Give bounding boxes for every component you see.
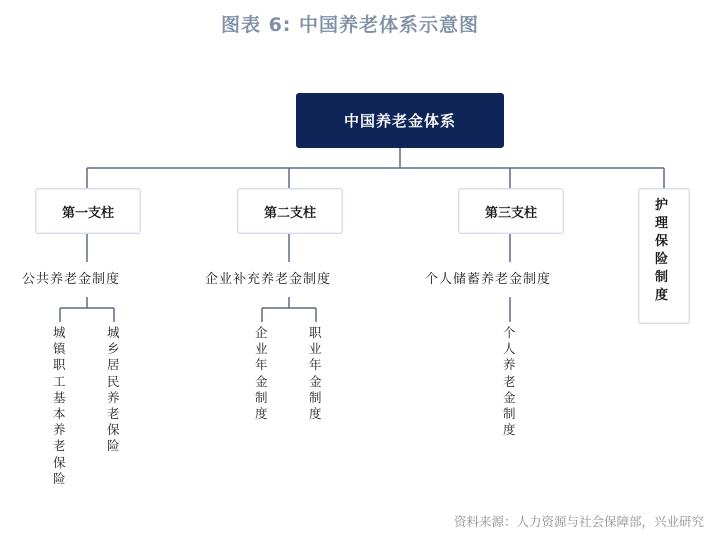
personal-pension: 个人养老金制度	[503, 325, 516, 438]
pillar-first-label: 第一支柱	[61, 205, 114, 221]
care-insurance-node	[638, 188, 690, 324]
pillar-third-label: 第三支柱	[484, 205, 537, 221]
care-insurance-label: 护理保险制度	[655, 198, 669, 303]
pillar-first	[35, 188, 141, 234]
pillar-second	[237, 188, 343, 234]
enterprise-pension-system: 企业补充养老金制度	[205, 272, 332, 287]
enterprise-annuity: 企业年金制度	[255, 325, 268, 422]
source-note: 资料来源：人力资源与社会保障部，兴业研究	[453, 514, 704, 529]
pillar-third	[458, 188, 564, 234]
urban-employee-insurance: 城镇职工基本养老保险	[53, 325, 66, 486]
page-title: 图表 6: 中国养老体系示意图	[220, 14, 480, 36]
personal-pension-system: 个人储蓄养老金制度	[425, 272, 552, 287]
root-node: 中国养老金体系	[296, 93, 504, 148]
urban-rural-resident-insurance: 城乡居民养老保险	[107, 325, 120, 454]
public-pension-system: 公共养老金制度	[22, 272, 121, 287]
pillar-second-label: 第二支柱	[263, 205, 316, 221]
occupational-annuity: 职业年金制度	[309, 325, 322, 422]
